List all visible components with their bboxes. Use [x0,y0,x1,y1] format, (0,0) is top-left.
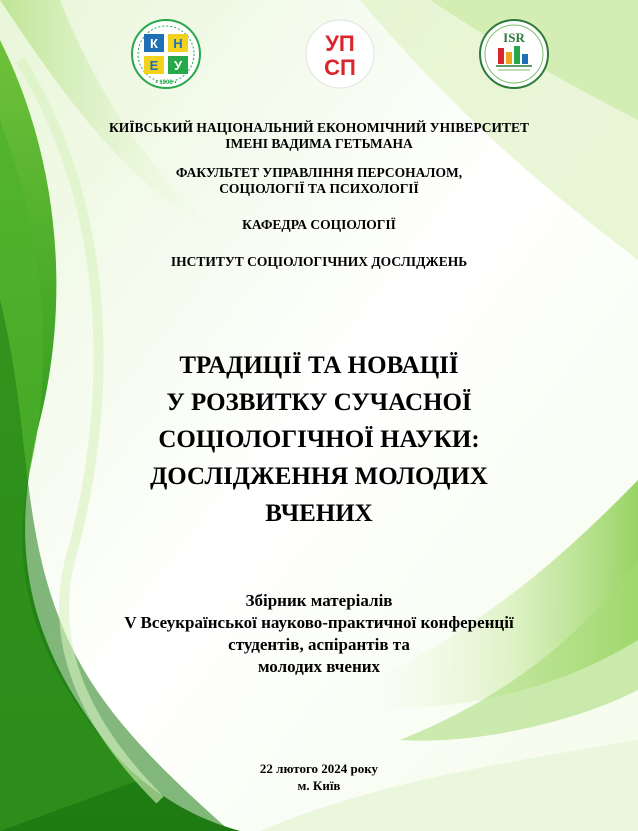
svg-text:У: У [173,58,183,73]
subtitle-line-3: студентів, аспірантів та [228,635,410,654]
conference-subtitle [0,590,638,678]
title-line-2: У РОЗВИТКУ СУЧАСНОЇ [166,389,472,416]
faculty-name [0,165,638,197]
kneu-logo [130,18,202,90]
subtitle-line-1: Збірник матеріалів [245,591,393,610]
date-and-place [0,760,638,794]
title-line-5: ВЧЕНИХ [265,500,373,527]
faculty-line-2: СОЦІОЛОГІЇ ТА ПСИХОЛОГІЇ [219,181,419,196]
subtitle-line-2: V Всеукраїнської науково-практичної конференції [124,613,514,632]
svg-text:Н: Н [173,36,183,51]
title-line-1: ТРАДИЦІЇ ТА НОВАЦІЇ [179,352,459,379]
svg-text:Е: Е [149,58,159,73]
subtitle-line-4: молодих вчених [257,657,381,676]
faculty-line-1: ФАКУЛЬТЕТ УПРАВЛІННЯ ПЕРСОНАЛОМ, [175,165,463,180]
conference-date: 22 лютого 2024 року [259,761,379,776]
svg-text:ISR: ISR [503,30,525,45]
university-line-1: КИЇВСЬКИЙ НАЦІОНАЛЬНИЙ ЕКОНОМІЧНИЙ УНІВЕРСИТЕТ [108,120,530,135]
isr-logo [478,18,550,90]
conference-city: м. Київ [297,778,341,793]
upsp-logo [304,18,376,90]
collection-title [0,347,638,532]
svg-text:СП: СП [324,55,356,80]
svg-text:УП: УП [325,31,355,56]
title-line-3: СОЦІОЛОГІЧНОЇ НАУКИ: [158,426,480,453]
svg-text:К: К [150,36,158,51]
university-name [0,120,638,152]
svg-text:• 1906 •: • 1906 • [155,80,177,86]
department-name: КАФЕДРА СОЦІОЛОГІЇ [242,217,396,232]
university-line-2: ІМЕНІ ВАДИМА ГЕТЬМАНА [225,136,413,151]
institute-name: ІНСТИТУТ СОЦІОЛОГІЧНИХ ДОСЛІДЖЕНЬ [170,254,468,269]
title-line-4: ДОСЛІДЖЕННЯ МОЛОДИХ [150,463,488,490]
